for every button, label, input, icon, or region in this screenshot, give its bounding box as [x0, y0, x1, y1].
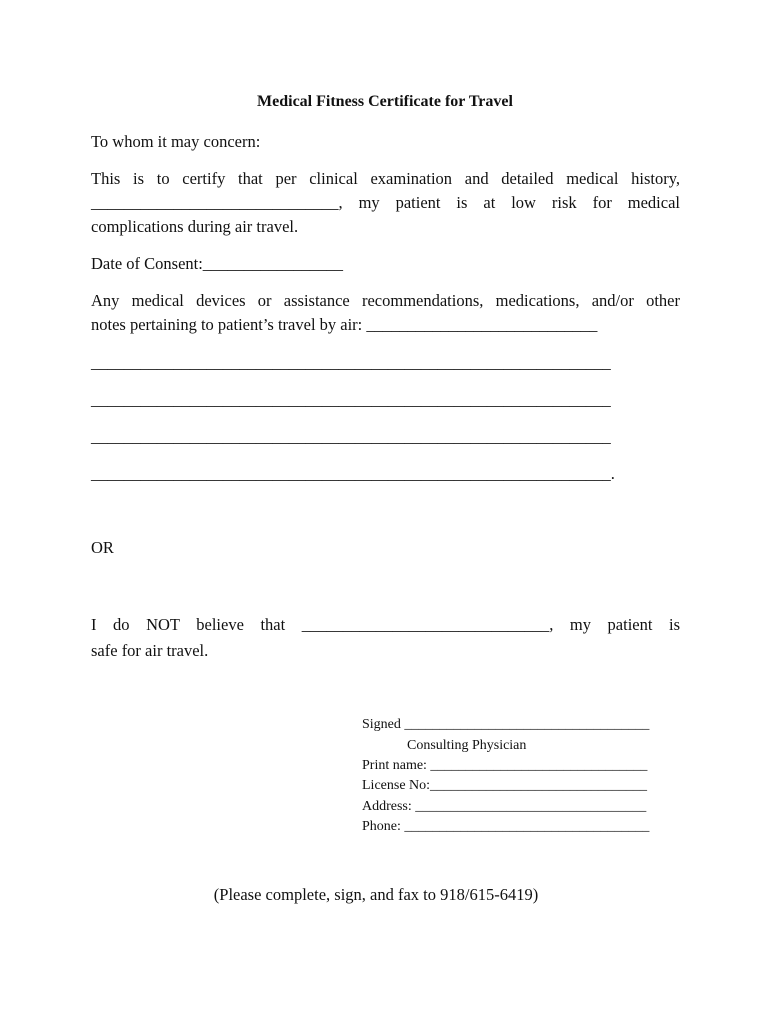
address-field: Address: _________________________________ [362, 799, 647, 814]
certify-line-3: complications during air travel. [91, 217, 299, 236]
salutation: To whom it may concern: [91, 132, 261, 151]
notes-line-1: Any medical devices or assistance recommendations, medications, and/or other [91, 291, 680, 310]
blank-line: _______________________________________________________________. [91, 464, 615, 483]
date-of-consent-field: Date of Consent:_________________ [91, 254, 344, 273]
notes-line-2: notes pertaining to patient’s travel by air: ____________________________ [91, 315, 598, 334]
phone-field: Phone: ___________________________________ [362, 819, 650, 834]
fax-instructions: (Please complete, sign, and fax to 918/615-6419) [213, 885, 539, 904]
signed-field: Signed ___________________________________ [362, 717, 650, 732]
blank-line: _______________________________________________________________ [91, 390, 611, 409]
print-name-field: Print name: _______________________________ [362, 758, 648, 773]
physician-role-label: Consulting Physician [407, 738, 527, 753]
license-number-field: License No:_______________________________ [362, 778, 648, 793]
certify-line-2: ______________________________, my patient is at low risk for medical [91, 193, 680, 212]
certify-line-1: This is to certify that per clinical examination and detailed medical history, [91, 169, 680, 188]
blank-line: _______________________________________________________________ [91, 427, 611, 446]
blank-line: _______________________________________________________________ [91, 353, 611, 372]
not-believe-line-2: safe for air travel. [91, 641, 209, 660]
document-title: Medical Fitness Certificate for Travel [257, 93, 513, 110]
not-believe-line-1: I do NOT believe that ______________________________, my patient is [91, 615, 680, 634]
or-separator: OR [91, 538, 114, 557]
